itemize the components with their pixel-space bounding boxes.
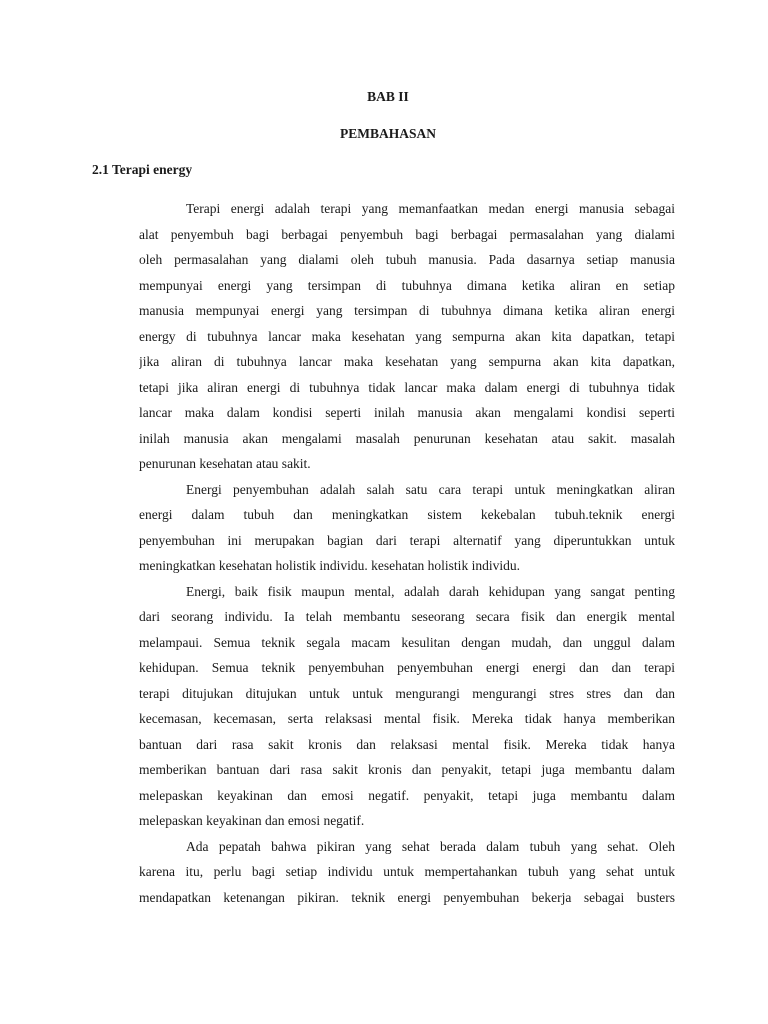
text-line: terapi ditujukan ditujukan untuk untuk mengurangi mengurangi stres stres dan dan bbox=[139, 685, 675, 701]
text-line: penurunan kesehatan atau sakit. bbox=[139, 456, 311, 471]
subsection-heading: 2.1 Terapi energy bbox=[92, 162, 193, 177]
text-line: kecemasan, kecemasan, serta relaksasi mental fisik. Mereka tidak hanya memberikan bbox=[139, 711, 675, 726]
chapter-heading: BAB II bbox=[367, 89, 409, 104]
text-line: energy di tubuhnya lancar maka kesehatan yang sempurna akan kita dapatkan, tetapi bbox=[139, 328, 675, 344]
text-line: Ada pepatah bahwa pikiran yang sehat berada dalam tubuh yang sehat. Oleh bbox=[186, 838, 675, 854]
text-line: lancar maka dalam kondisi seperti inilah manusia akan mengalami kondisi seperti bbox=[139, 405, 675, 420]
section-title: PEMBAHASAN bbox=[339, 126, 436, 141]
text-line: melepaskan keyakinan dan emosi negatif. penyakit, tetapi juga membantu dalam bbox=[139, 787, 675, 803]
text-line: jika aliran di tubuhnya lancar maka kesehatan yang sempurna akan kita dapatkan, bbox=[139, 354, 675, 369]
text-line: melepaskan keyakinan dan emosi negatif. bbox=[139, 813, 365, 828]
body-text bbox=[139, 196, 675, 910]
text-line: Energi, baik fisik maupun mental, adalah darah kehidupan yang sangat penting bbox=[186, 583, 675, 599]
text-line: melampaui. Semua teknik segala macam kesulitan dengan mudah, dan unggul dalam bbox=[139, 634, 675, 650]
text-line: energi dalam tubuh dan meningkatkan sistem kekebalan tubuh.teknik energi bbox=[139, 507, 675, 522]
text-line: tetapi jika aliran energi di tubuhnya tidak lancar maka dalam energi di tubuhnya tidak bbox=[139, 379, 675, 395]
text-line: kehidupan. Semua teknik penyembuhan penyembuhan energi energi dan dan terapi bbox=[139, 660, 675, 675]
text-line: meningkatkan kesehatan holistik individu. kesehatan holistik individu. bbox=[139, 558, 520, 573]
text-line: dari seorang individu. Ia telah membantu seseorang secara fisik dan energik mental bbox=[139, 609, 675, 624]
text-line: manusia mempunyai energi yang tersimpan di tubuhnya dimana ketika aliran energi bbox=[139, 303, 675, 318]
text-line: inilah manusia akan mengalami masalah penurunan kesehatan atau sakit. masalah bbox=[139, 430, 675, 446]
text-line: memberikan bantuan dari rasa sakit kronis dan penyakit, tetapi juga membantu dalam bbox=[139, 762, 675, 777]
text-line: mempunyai energi yang tersimpan di tubuhnya dimana ketika aliran en setiap bbox=[139, 277, 675, 293]
text-line: Energi penyembuhan adalah salah satu cara terapi untuk meningkatkan aliran bbox=[186, 481, 675, 497]
text-line: oleh permasalahan yang dialami oleh tubuh manusia. Pada dasarnya setiap manusia bbox=[139, 252, 675, 267]
text-line: Terapi energi adalah terapi yang memanfaatkan medan energi manusia sebagai bbox=[186, 201, 675, 216]
text-line: bantuan dari rasa sakit kronis dan relaksasi mental fisik. Mereka tidak hanya bbox=[139, 736, 675, 752]
text-line: mendapatkan ketenangan pikiran. teknik energi penyembuhan bekerja sebagai busters bbox=[139, 889, 675, 905]
text-line: karena itu, perlu bagi setiap individu untuk mempertahankan tubuh yang sehat untuk bbox=[139, 864, 675, 879]
text-line: penyembuhan ini merupakan bagian dari terapi alternatif yang diperuntukkan untuk bbox=[139, 532, 675, 548]
text-line: alat penyembuh bagi berbagai penyembuh bagi berbagai permasalahan yang dialami bbox=[139, 226, 675, 242]
